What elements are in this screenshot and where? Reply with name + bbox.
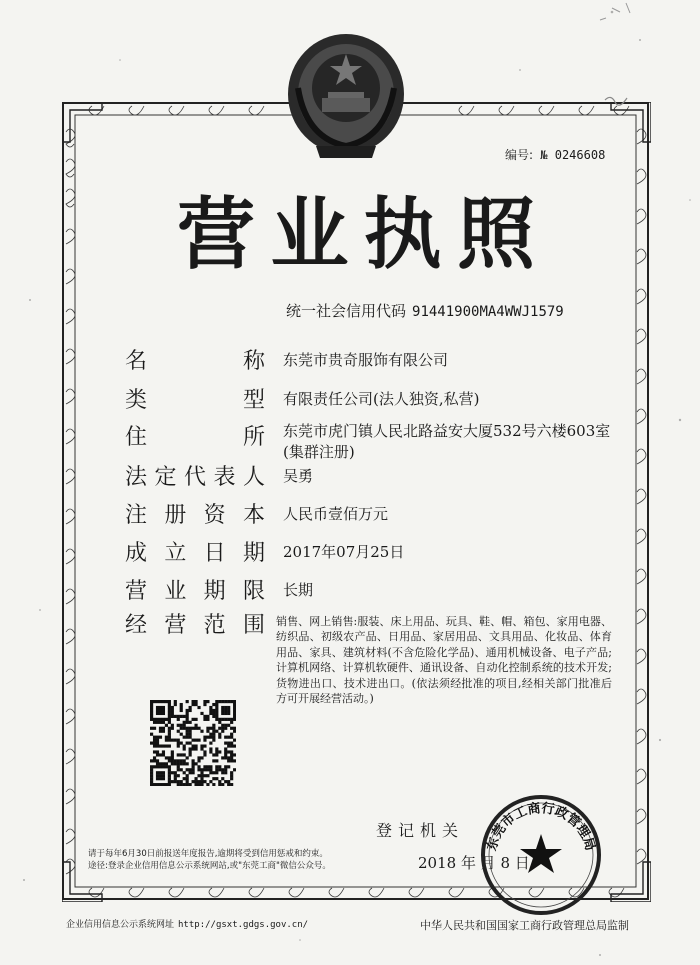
title-char: 执 bbox=[363, 189, 442, 280]
credit-code-value: 91441900MA4WWJ1579 bbox=[412, 304, 564, 320]
page-title bbox=[172, 178, 540, 278]
field-value-capital: 人民币壹佰万元 bbox=[283, 505, 389, 523]
field-label-legal-rep bbox=[125, 460, 265, 491]
label-char: 限 bbox=[242, 579, 265, 604]
label-char: 注 bbox=[125, 503, 148, 528]
label-char: 定 bbox=[154, 465, 177, 490]
field-value-legal-rep: 吴勇 bbox=[283, 467, 314, 485]
field-label-established bbox=[125, 536, 265, 567]
label-char: 名 bbox=[125, 349, 148, 374]
label-char: 表 bbox=[213, 465, 236, 490]
credit-code-line bbox=[286, 300, 564, 321]
footer-website-url: http://gsxt.gdgs.gov.cn/ bbox=[178, 920, 309, 930]
label-char: 范 bbox=[203, 613, 226, 638]
credit-code-label: 统一社会信用代码 bbox=[286, 302, 407, 320]
label-char: 代 bbox=[183, 465, 206, 490]
label-char: 法 bbox=[125, 465, 148, 490]
label-char: 所 bbox=[242, 425, 265, 450]
svg-text:东莞市工商行政管理局: 东莞市工商行政管理局 bbox=[484, 801, 598, 853]
label-char: 册 bbox=[164, 503, 187, 528]
serial-value: № 0246608 bbox=[540, 148, 606, 162]
annual-report-notice bbox=[88, 848, 331, 872]
label-char: 围 bbox=[242, 613, 265, 638]
label-char: 业 bbox=[164, 579, 187, 604]
serial-number bbox=[505, 146, 605, 163]
label-char: 资 bbox=[203, 503, 226, 528]
footer-supervisor: 中华人民共和国国家工商行政管理总局监制 bbox=[420, 919, 629, 932]
field-value-name: 东莞市贵奇服饰有限公司 bbox=[283, 351, 449, 369]
official-seal bbox=[476, 790, 606, 920]
label-char: 人 bbox=[242, 465, 265, 490]
label-char: 期 bbox=[242, 541, 265, 566]
field-value-established: 2017年07月25日 bbox=[283, 543, 405, 561]
field-label-name bbox=[125, 344, 265, 375]
label-char: 称 bbox=[242, 349, 265, 374]
footer-website-label: 企业信用信息公示系统网址 bbox=[66, 920, 175, 930]
notice-line: 途径:登录企业信用信息公示系统网站,或"东莞工商"微信公众号。 bbox=[88, 861, 331, 871]
label-char: 营 bbox=[164, 613, 187, 638]
label-char: 住 bbox=[125, 425, 148, 450]
label-char: 营 bbox=[125, 579, 148, 604]
field-value-type: 有限责任公司(法人独资,私营) bbox=[283, 390, 480, 408]
notice-line: 请于每年6月30日前报送年度报告,逾期将受到信用惩戒和约束。 bbox=[88, 849, 328, 859]
label-char: 类 bbox=[125, 388, 148, 413]
label-char: 经 bbox=[125, 613, 148, 638]
field-value-address: 东莞市虎门镇人民北路益安大厦532号六楼603室(集群注册) bbox=[283, 422, 611, 461]
qr-code bbox=[150, 700, 236, 786]
label-char: 日 bbox=[203, 541, 226, 566]
handwritten-mark bbox=[455, 90, 655, 130]
title-char: 营 bbox=[176, 189, 255, 280]
label-char: 期 bbox=[203, 579, 226, 604]
title-char: 照 bbox=[456, 189, 535, 280]
field-value-scope: 销售、网上销售:服装、床上用品、玩具、鞋、帽、箱包、家用电器、纺织品、初级农产品、日用品、家居用品、文具用品、化妆品、体育用品、家具、建筑材料(不含危险化学品)、通用机械设备、电子产品;计算机网络、计算机软硬件、通讯设备、自动化控制系统的技术开发;货物进出口、技术进出口。(依法须经批准的项目,经相关部门批准后方可开展经营活动。) bbox=[276, 615, 612, 706]
footer-website bbox=[66, 917, 308, 930]
field-value-term: 长期 bbox=[283, 581, 314, 599]
label-char: 型 bbox=[242, 388, 265, 413]
field-label-scope bbox=[125, 608, 265, 639]
registration-authority: 登记机关 bbox=[376, 821, 465, 840]
label-char: 立 bbox=[164, 541, 187, 566]
field-label-capital bbox=[125, 498, 265, 529]
registration-date: 2018 年 月 8 日 bbox=[418, 854, 530, 872]
field-label-term bbox=[125, 574, 265, 605]
field-label-type bbox=[125, 383, 265, 414]
title-char: 业 bbox=[270, 189, 349, 280]
label-char: 本 bbox=[242, 503, 265, 528]
label-char: 成 bbox=[125, 541, 148, 566]
serial-label: 编号: bbox=[505, 148, 534, 162]
national-emblem-icon bbox=[276, 28, 416, 168]
field-label-address bbox=[125, 420, 265, 451]
